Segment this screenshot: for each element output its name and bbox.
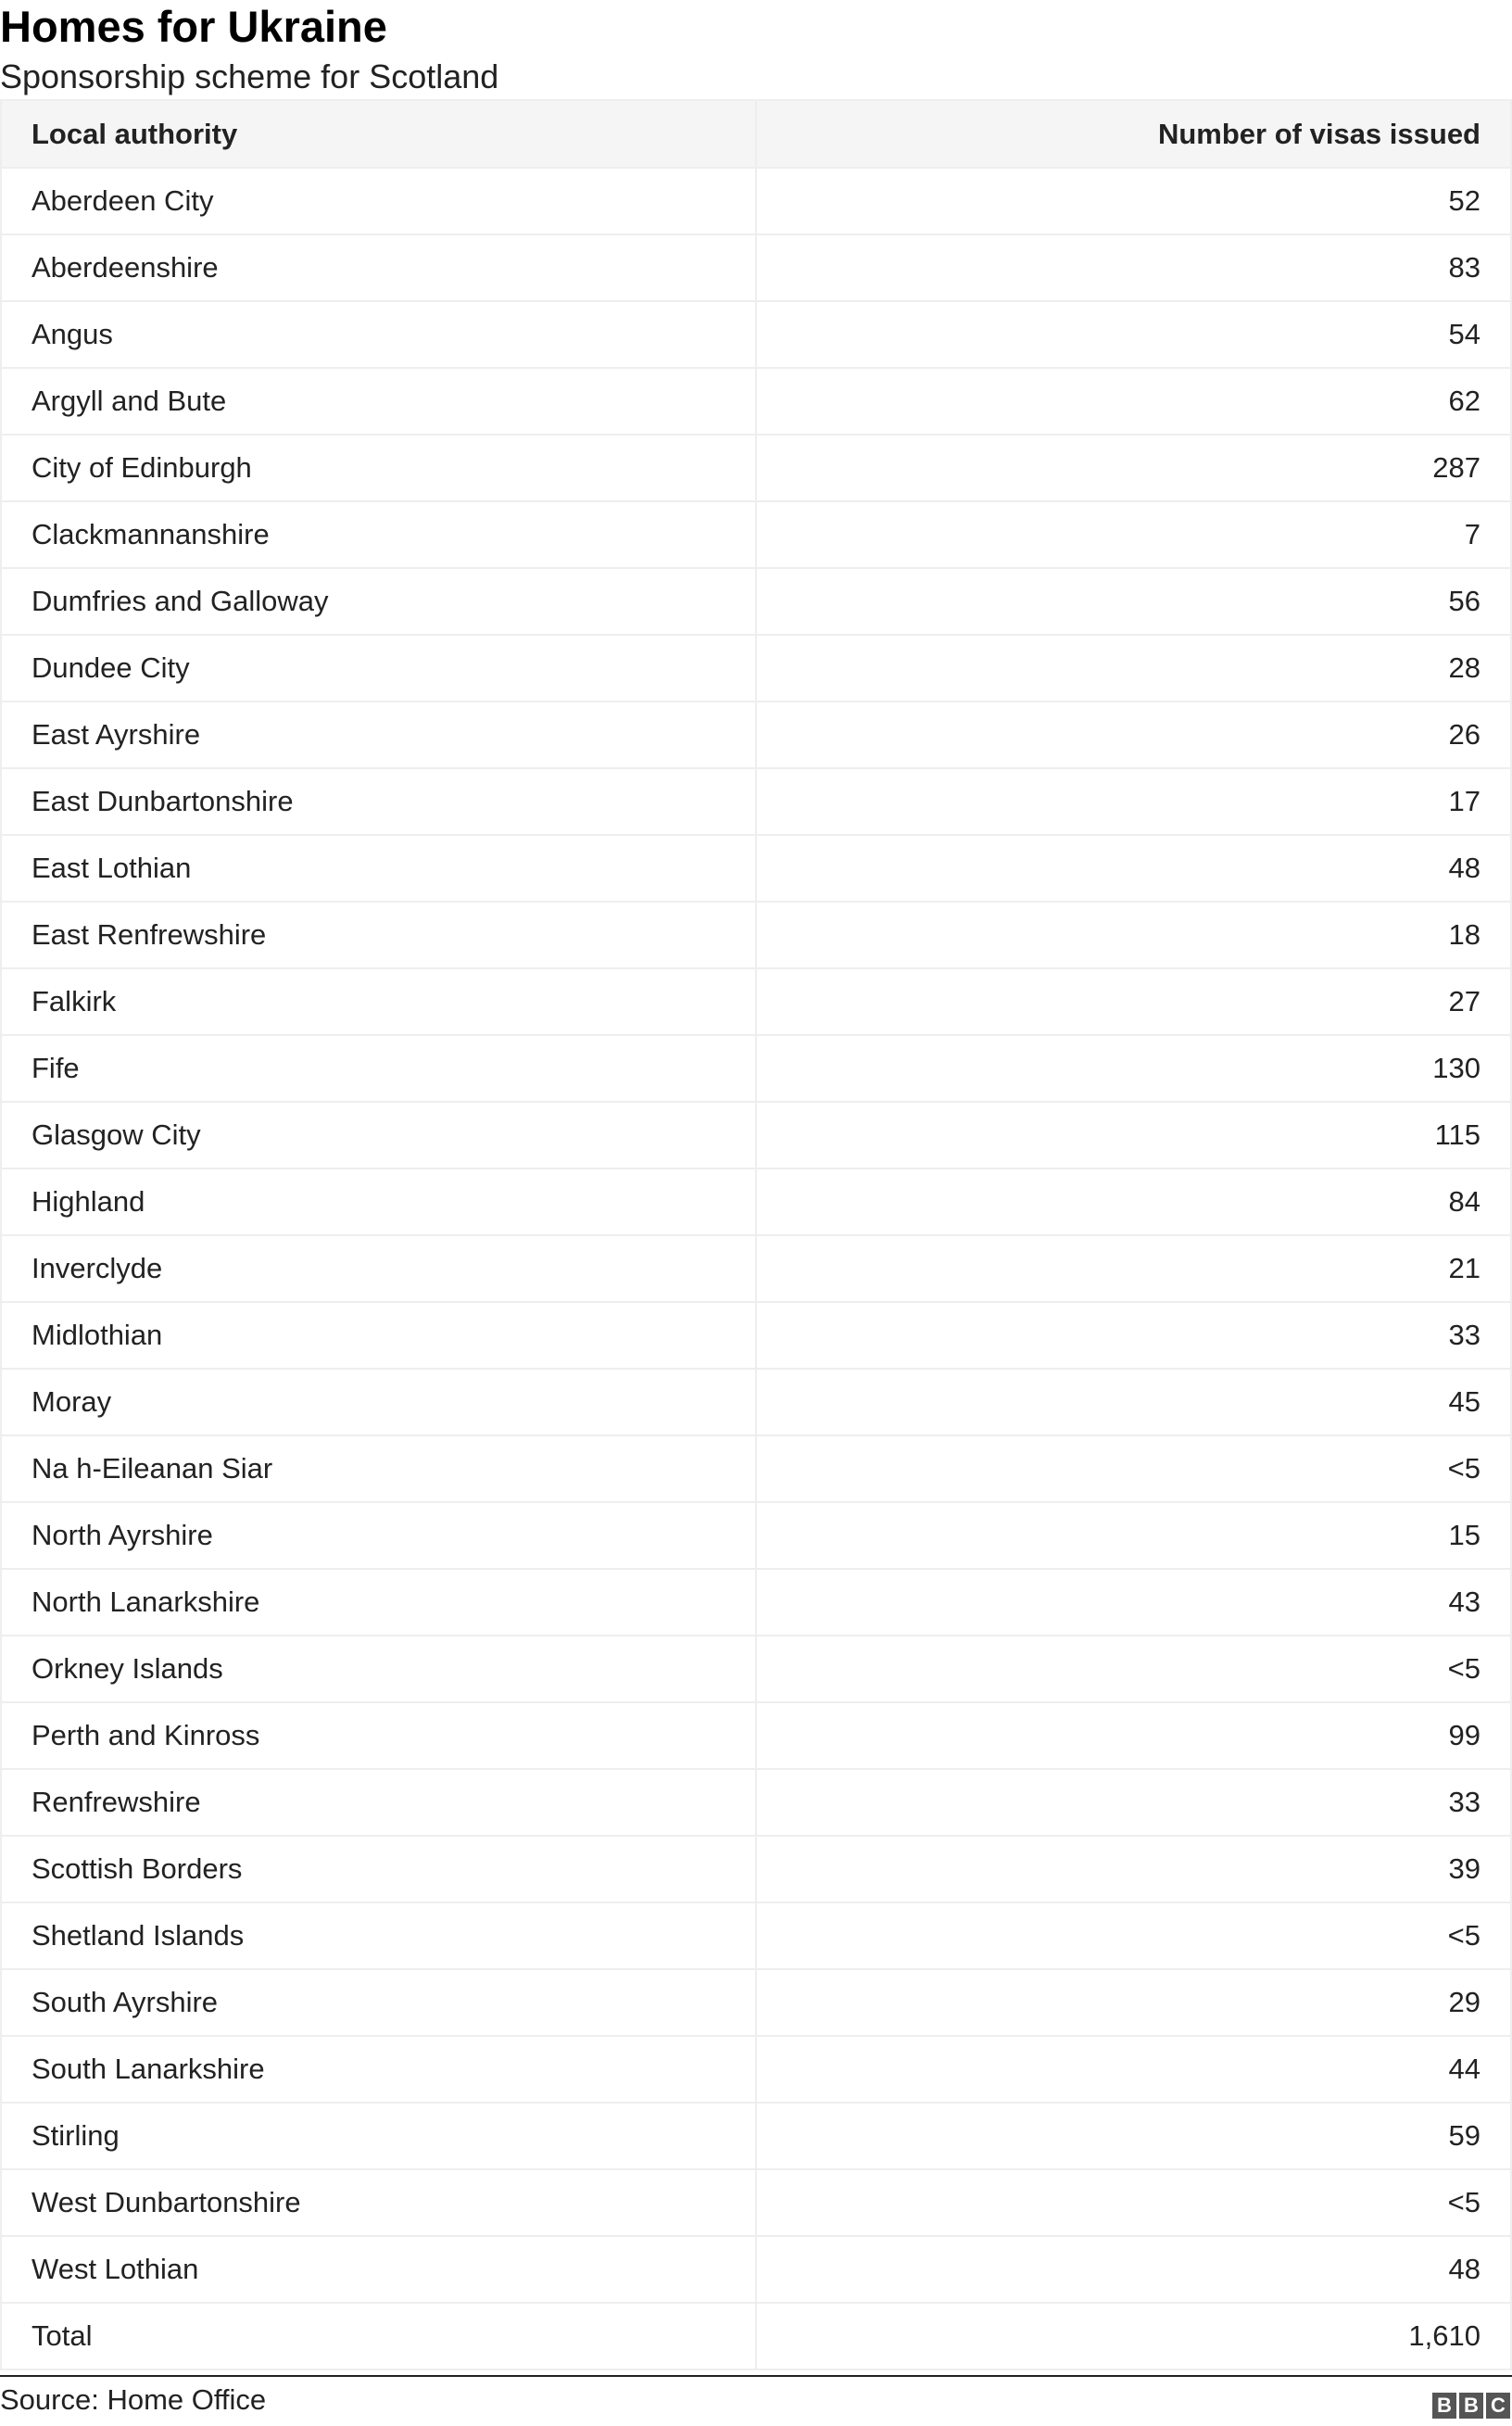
local-authority-cell: West Lothian	[2, 2237, 757, 2302]
visas-issued-cell: 21	[1448, 1252, 1480, 1284]
visas-issued-cell: 130	[1432, 1052, 1480, 1084]
local-authority-cell: South Lanarkshire	[2, 2037, 757, 2102]
local-authority-cell: Shetland Islands	[2, 1903, 757, 1968]
local-authority-cell: Na h-Eileanan Siar	[2, 1436, 757, 1501]
visas-issued-cell: 43	[1448, 1586, 1480, 1618]
table-row	[2, 636, 1510, 702]
local-authority-cell: Orkney Islands	[2, 1636, 757, 1701]
local-authority-cell: Highland	[2, 1169, 757, 1234]
bbc-logo-letter: B	[1459, 2393, 1483, 2419]
visas-issued-cell: 52	[1448, 184, 1480, 217]
table-row	[2, 369, 1510, 436]
visas-issued-cell: 18	[1448, 918, 1480, 951]
table-row	[2, 1436, 1510, 1503]
chart-subtitle: Sponsorship scheme for Scotland	[0, 57, 499, 95]
local-authority-cell: Midlothian	[2, 1303, 757, 1368]
local-authority-cell: North Ayrshire	[2, 1503, 757, 1568]
table-header-row	[2, 101, 1510, 169]
local-authority-cell: Angus	[2, 302, 757, 367]
column-header-visas-issued: Number of visas issued	[1157, 117, 1480, 150]
bbc-logo-letter: C	[1486, 2393, 1510, 2419]
local-authority-cell: East Dunbartonshire	[2, 769, 757, 834]
local-authority-cell: Moray	[2, 1370, 757, 1434]
visas-issued-cell: 59	[1448, 2119, 1480, 2152]
table-row	[2, 969, 1510, 1036]
table-row	[2, 1103, 1510, 1169]
table-row	[2, 903, 1510, 969]
local-authority-cell: Renfrewshire	[2, 1770, 757, 1835]
table-row	[2, 1503, 1510, 1570]
visas-issued-cell: <5	[1447, 1919, 1480, 1952]
local-authority-cell: Total	[2, 2304, 757, 2369]
data-table	[0, 99, 1512, 2370]
local-authority-cell: Fife	[2, 1036, 757, 1101]
visas-issued-cell: 45	[1448, 1385, 1480, 1418]
table-row	[2, 2304, 1510, 2370]
visas-issued-cell: <5	[1447, 2186, 1480, 2218]
table-body	[2, 169, 1510, 2370]
visas-issued-cell: 29	[1448, 1986, 1480, 2018]
table-row	[2, 1837, 1510, 1903]
visas-issued-cell: 83	[1448, 251, 1480, 284]
table-row	[2, 769, 1510, 836]
visas-issued-cell: 15	[1448, 1519, 1480, 1551]
table-row	[2, 1570, 1510, 1636]
table-row	[2, 169, 1510, 235]
local-authority-cell: Scottish Borders	[2, 1837, 757, 1902]
local-authority-cell: Aberdeen City	[2, 169, 757, 234]
local-authority-cell: Stirling	[2, 2104, 757, 2168]
table-row	[2, 2237, 1510, 2304]
table-row	[2, 1970, 1510, 2037]
column-header-local-authority: Local authority	[2, 101, 757, 167]
table-row	[2, 2104, 1510, 2170]
visas-issued-cell: 26	[1448, 718, 1480, 751]
visas-issued-cell: <5	[1447, 1652, 1480, 1685]
local-authority-cell: Inverclyde	[2, 1236, 757, 1301]
visas-issued-cell: 27	[1448, 985, 1480, 1017]
table-row	[2, 1703, 1510, 1770]
table-row	[2, 1903, 1510, 1970]
visas-issued-cell: 33	[1448, 1319, 1480, 1351]
local-authority-cell: East Ayrshire	[2, 702, 757, 767]
visas-issued-cell: 56	[1448, 585, 1480, 617]
visas-issued-cell: 54	[1448, 318, 1480, 350]
local-authority-cell: Dumfries and Galloway	[2, 569, 757, 634]
visas-issued-cell: 33	[1448, 1786, 1480, 1818]
table-row	[2, 1169, 1510, 1236]
table-row	[2, 1303, 1510, 1370]
visas-issued-cell: 7	[1464, 518, 1480, 550]
local-authority-cell: Falkirk	[2, 969, 757, 1034]
local-authority-cell: Glasgow City	[2, 1103, 757, 1168]
visas-issued-cell: 115	[1434, 1118, 1480, 1151]
table-row	[2, 436, 1510, 502]
visas-issued-cell: 287	[1432, 451, 1480, 484]
visas-issued-cell: 48	[1448, 852, 1480, 884]
local-authority-cell: West Dunbartonshire	[2, 2170, 757, 2235]
table-row	[2, 502, 1510, 569]
visas-issued-cell: 1,610	[1408, 2319, 1480, 2352]
local-authority-cell: North Lanarkshire	[2, 1570, 757, 1635]
local-authority-cell: Argyll and Bute	[2, 369, 757, 434]
local-authority-cell: East Lothian	[2, 836, 757, 901]
visas-issued-cell: 48	[1448, 2253, 1480, 2285]
local-authority-cell: Aberdeenshire	[2, 235, 757, 300]
visas-issued-cell: 28	[1448, 651, 1480, 684]
bbc-logo-letter: B	[1432, 2393, 1456, 2419]
visas-issued-cell: 44	[1448, 2053, 1480, 2085]
table-row	[2, 702, 1510, 769]
table-row	[2, 2037, 1510, 2104]
visas-issued-cell: 62	[1448, 385, 1480, 417]
local-authority-cell: East Renfrewshire	[2, 903, 757, 967]
table-row	[2, 836, 1510, 903]
table-row	[2, 302, 1510, 369]
local-authority-cell: City of Edinburgh	[2, 436, 757, 500]
table-row	[2, 235, 1510, 302]
chart-title: Homes for Ukraine	[0, 2, 387, 51]
visas-issued-cell: 99	[1448, 1719, 1480, 1751]
table-row	[2, 1636, 1510, 1703]
table-row	[2, 1236, 1510, 1303]
visas-issued-cell: 17	[1448, 785, 1480, 817]
table-row	[2, 1370, 1510, 1436]
visas-issued-cell: 39	[1448, 1852, 1480, 1885]
footer-divider	[0, 2375, 1512, 2377]
local-authority-cell: South Ayrshire	[2, 1970, 757, 2035]
local-authority-cell: Perth and Kinross	[2, 1703, 757, 1768]
local-authority-cell: Dundee City	[2, 636, 757, 701]
table-row	[2, 569, 1510, 636]
visas-issued-cell: 84	[1448, 1185, 1480, 1218]
table-row	[2, 1770, 1510, 1837]
source-note: Source: Home Office	[0, 2383, 267, 2416]
bbc-logo	[1432, 2393, 1510, 2419]
table-row	[2, 2170, 1510, 2237]
table-row	[2, 1036, 1510, 1103]
local-authority-cell: Clackmannanshire	[2, 502, 757, 567]
visas-issued-cell: <5	[1447, 1452, 1480, 1485]
